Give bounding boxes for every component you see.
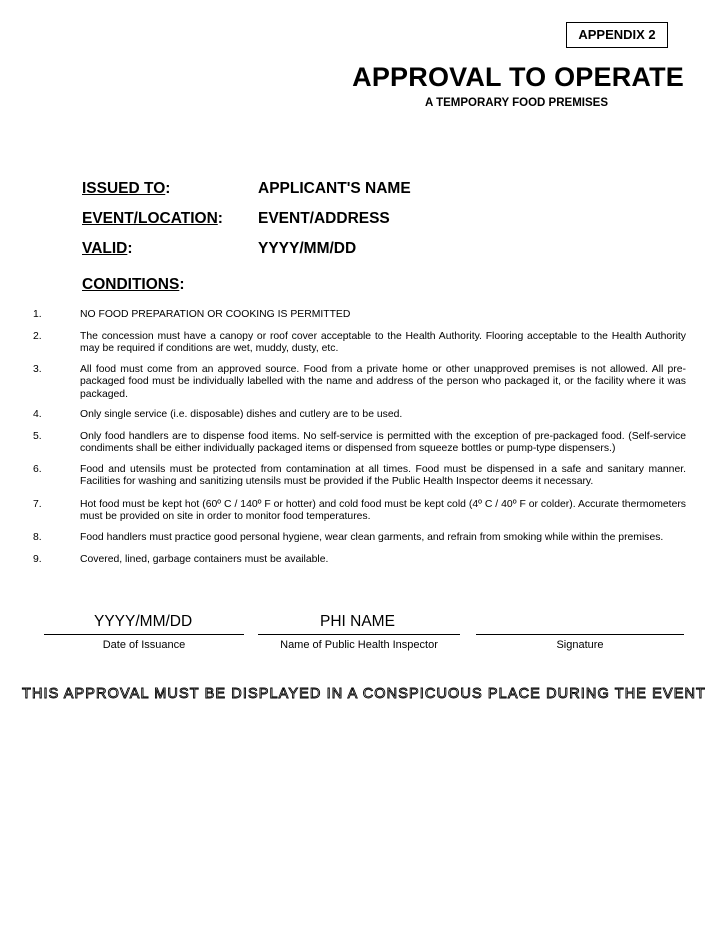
appendix-label: APPENDIX 2: [566, 22, 668, 48]
issued-to-value: APPLICANT'S NAME: [258, 180, 411, 197]
event-location-value: EVENT/ADDRESS: [258, 210, 390, 227]
event-location-label: EVENT/LOCATION:: [82, 210, 223, 227]
page-title: APPROVAL TO OPERATE: [352, 62, 684, 92]
signature-caption: Signature: [556, 639, 604, 651]
inspector-name-value: PHI NAME: [320, 613, 395, 630]
date-caption: Date of Issuance: [102, 639, 186, 651]
issued-to-label: ISSUED TO:: [82, 180, 171, 197]
valid-value: YYYY/MM/DD: [258, 240, 357, 257]
inspector-signature-line: [258, 634, 460, 635]
valid-label: VALID:: [82, 240, 133, 257]
display-notice: THIS APPROVAL MUST BE DISPLAYED IN A CONSPICUOUS PLACE DURING THE EVENT: [21, 686, 707, 702]
signature-line: [476, 634, 684, 635]
date-signature-line: [44, 634, 244, 635]
issuance-date-value: YYYY/MM/DD: [94, 613, 193, 630]
inspector-caption: Name of Public Health Inspector: [280, 639, 438, 651]
page-subtitle: A TEMPORARY FOOD PREMISES: [425, 97, 608, 109]
conditions-heading: CONDITIONS:: [82, 276, 185, 293]
